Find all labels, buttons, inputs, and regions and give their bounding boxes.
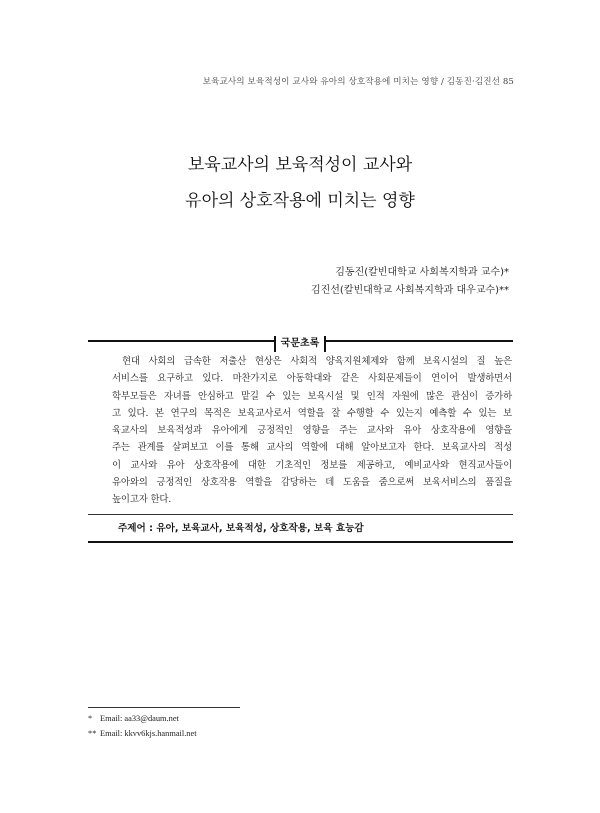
author-1: 김동진(칼빈대학교 사회복지학과 교수)*	[335, 267, 509, 278]
footnote-text: Email: aa33@daum.net	[100, 714, 179, 723]
footnote-1	[88, 714, 179, 723]
abstract-line: 높이고자 한다.	[112, 494, 172, 506]
running-header: 보육교사의 보육적성이 교사와 유아의 상호작용에 미치는 영향 / 김동진·김진선 85	[202, 77, 514, 87]
abstract-line: 학부모들은 자녀를 안심하고 맡길 수 있는 보육시설 및 인적 자원에 많은 관심이 증가하	[112, 390, 512, 402]
footnote-2	[88, 729, 197, 738]
abstract-line: 주는 관계를 살펴보고 이를 통해 교사의 역할에 대해 알아보고자 한다. 보육교사의 적성	[112, 442, 512, 454]
keywords: 주제어 : 유아, 보육교사, 보육적성, 상호작용, 보육 효능감	[118, 523, 364, 534]
paper-title-line-1: 보육교사의 보육적성이 교사와	[187, 155, 413, 175]
author-2: 김진선(칼빈대학교 사회복지학과 대우교수)**	[310, 285, 509, 296]
paper-title-line-2: 유아의 상호작용에 미치는 영향	[185, 191, 415, 211]
abstract-line: 서비스를 요구하고 있다. 마찬가지로 아동학대와 같은 사회문제들이 연이어 발생하면서	[112, 373, 512, 385]
abstract-heading	[0, 331, 600, 352]
abstract-line: 육교사의 보육적성과 유아에게 긍정적인 영향을 주는 교사와 유아 상호작용에 영향을	[112, 425, 512, 437]
abstract-label: 국문초록	[274, 336, 327, 352]
footnote-mark: **	[88, 729, 97, 738]
abstract-line: 유아와의 긍정적인 상호작용 역할을 감당하는 데 도움을 줌으로써 보육서비스의 품질을	[112, 477, 512, 489]
abstract-line: 현대 사회의 급속한 저출산 현상은 사회적 양육지원체제와 함께 보육시설의 질 높은	[122, 356, 512, 367]
footnote-mark: *	[88, 714, 93, 723]
keywords-top-rule	[88, 514, 513, 515]
footnote-rule	[88, 707, 240, 708]
abstract-line: 이 교사와 유아 상호작용에 대한 기초적인 정보를 제공하고, 예비교사와 현직교사들이	[112, 459, 512, 471]
footnote-text: Email: kkvv6kjs.hanmail.net	[100, 729, 197, 738]
abstract-line: 고 있다. 본 연구의 목적은 보육교사로서 역할을 잘 수행할 수 있는지 예측할 수 있는 보	[112, 407, 512, 419]
keywords-bottom-rule	[88, 541, 513, 543]
abstract-body	[112, 353, 512, 509]
